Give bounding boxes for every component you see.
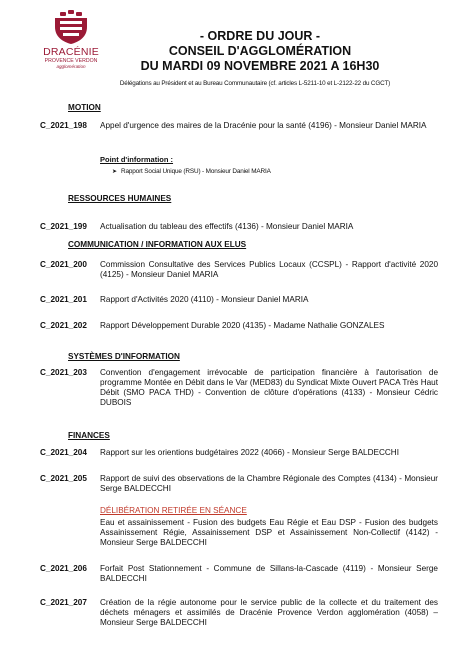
title-line-3: DU MARDI 09 NOVEMBRE 2021 A 16H30 xyxy=(140,59,380,73)
retracted-deliberation-label: DÉLIBÉRATION RETIRÉE EN SÉANCE xyxy=(100,506,247,515)
section-finances: FINANCES xyxy=(68,431,110,440)
logo-name: DRACÉNIE xyxy=(43,46,99,58)
dracenie-logo xyxy=(36,10,106,69)
point-info-text: Rapport Social Unique (RSU) - Monsieur Daniel MARIA xyxy=(121,168,271,175)
title-line-1: - ORDRE DU JOUR - xyxy=(199,29,321,43)
item-code-202: C_2021_202 xyxy=(40,321,87,330)
item-code-205: C_2021_205 xyxy=(40,474,87,483)
item-code-206: C_2021_206 xyxy=(40,564,87,573)
item-code-207: C_2021_207 xyxy=(40,598,87,607)
arrow-bullet-icon: ➤ xyxy=(112,169,117,175)
item-text-204: Rapport sur les orientions budgétaires 2022 (4066) - Monsieur Serge BALDECCHI xyxy=(100,448,399,457)
item-text-201: Rapport d'Activités 2020 (4110) - Monsieur Daniel MARIA xyxy=(100,295,309,304)
logo-subtitle: PROVENCE VERDON xyxy=(44,58,98,64)
item-code-204: C_2021_204 xyxy=(40,448,87,457)
section-motion: MOTION xyxy=(68,103,101,112)
title-line-2: CONSEIL D'AGGLOMÉRATION xyxy=(168,44,352,58)
logo-tagline: agglomération xyxy=(56,64,86,69)
item-code-199: C_2021_199 xyxy=(40,222,87,231)
point-info-label: Point d'information : xyxy=(100,155,174,164)
item-code-200: C_2021_200 xyxy=(40,260,87,269)
delegations-note: Délégations au Président et au Bureau Communautaire (cf. articles L-5211-10 et L-2122-22 du CGCT) xyxy=(119,80,391,87)
item-text-206: Forfait Post Stationnement - Commune de Sillans-la-Cascade (4119) - Monsieur Serge BALDECCHI xyxy=(100,564,438,583)
dracenie-logo-icon xyxy=(51,10,91,44)
section-systemes-information: SYSTÈMES D'INFORMATION xyxy=(68,352,180,361)
item-text-207: Création de la régie autonome pour le service public de la collecte et du traitement des déchets ménagers et assimilés de Dracénie Provence Verdon agglomération (4058) – Monsieur Serge BALDECCHI xyxy=(100,598,438,627)
item-code-198: C_2021_198 xyxy=(40,121,87,130)
item-text-202: Rapport Développement Durable 2020 (4135) - Madame Nathalie GONZALES xyxy=(100,321,385,330)
point-info-bullet xyxy=(112,168,271,175)
item-text-198: Appel d'urgence des maires de la Dracénie pour la santé (4196) - Monsieur Daniel MARIA xyxy=(100,121,427,130)
item-text-205: Rapport de suivi des observations de la Chambre Régionale des Comptes (4134) - Monsieur Serge BALDECCHI xyxy=(100,474,438,493)
item-text-203: Convention d'engagement irrévocable de participation financière à l'autorisation de programme Montée en Débit dans le Var (MED83) du Syndicat Mixte Ouvert PACA Très Haut Débit (SMO PACA THD) - Convention de clôture d'opérations (4133) - Monsieur Cédric DUBOIS xyxy=(100,368,438,407)
section-communication: COMMUNICATION / INFORMATION AUX ELUS xyxy=(68,240,247,249)
item-code-201: C_2021_201 xyxy=(40,295,87,304)
item-code-203: C_2021_203 xyxy=(40,368,87,377)
item-text-199: Actualisation du tableau des effectifs (4136) - Monsieur Daniel MARIA xyxy=(100,222,354,231)
item-text-200: Commission Consultative des Services Publics Locaux (CCSPL) - Rapport d'activité 2020 (4125) - Monsieur Daniel MARIA xyxy=(100,260,438,279)
retracted-deliberation-text: Eau et assainissement - Fusion des budgets Eau Régie et Eau DSP - Fusion des budgets Assainissement Régie, Assainissement DSP et Assainissement Non-Collectif (4142) - Monsieur Serge BALDECCHI xyxy=(100,518,438,547)
section-ressources-humaines: RESSOURCES HUMAINES xyxy=(68,194,172,203)
